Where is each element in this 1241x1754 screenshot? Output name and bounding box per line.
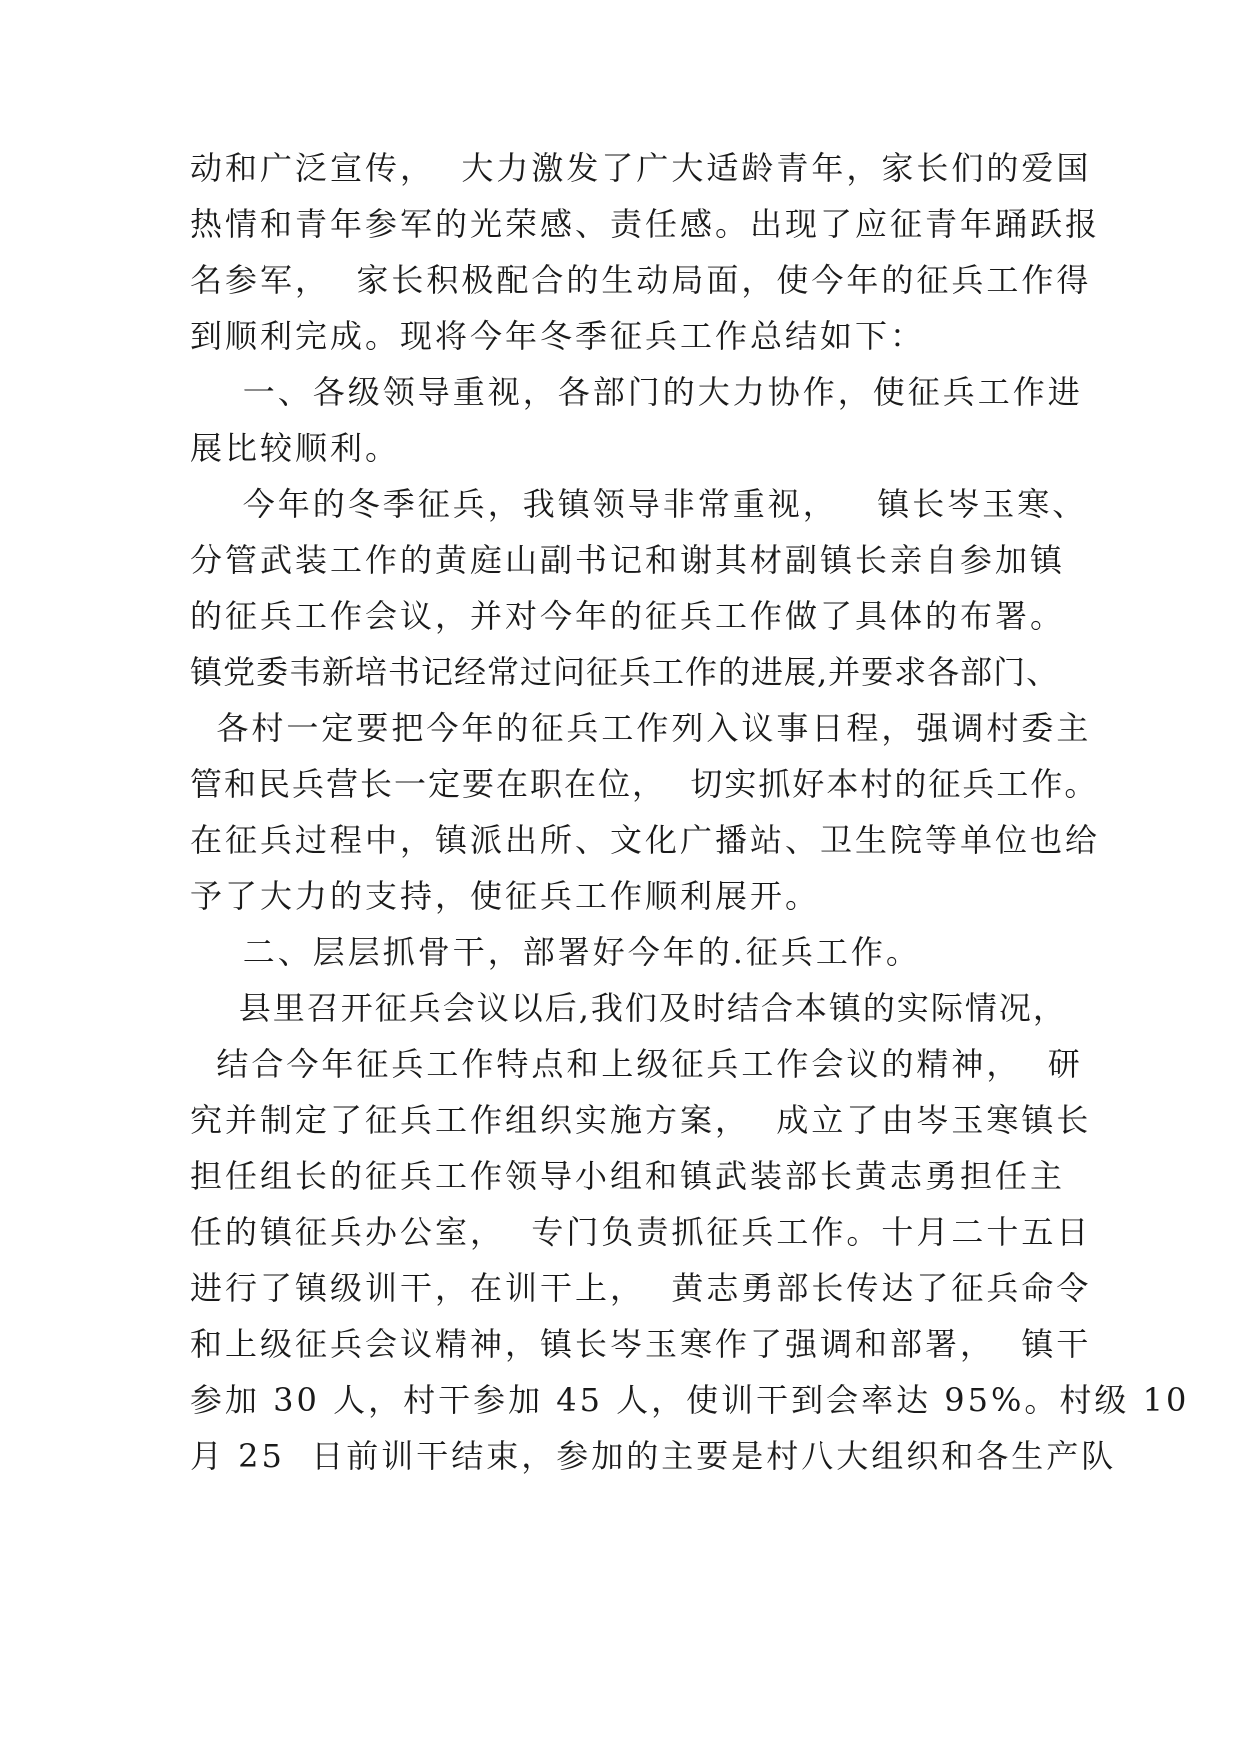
text-line-22: 和上级征兵会议精神，镇长岑玉寒作了强调和部署， 镇干 [190,1325,1092,1363]
text-line-23: 参加 30 人，村干参加 45 人，使训干到会率达 95%。村级 10 [190,1381,1190,1419]
text-line-14: 予了大力的支持，使征兵工作顺利展开。 [190,877,821,915]
text-line-21: 进行了镇级训干，在训干上， 黄志勇部长传达了征兵命令 [190,1269,1092,1307]
text-line-17: 结合今年征兵工作特点和上级征兵工作会议的精神， 研 [190,1045,1083,1083]
text-line-20: 任的镇征兵办公室， 专门负责抓征兵工作。十月二十五日 [190,1213,1092,1251]
heading-one-line-2: 展比较顺利。 [190,429,401,467]
text-line-4: 到顺利完成。现将今年冬季征兵工作总结如下： [190,317,926,355]
text-line-19: 担任组长的征兵工作领导小组和镇武装部长黄志勇担任主 [190,1157,1066,1195]
text-line-24: 月 25 日前训干结束，参加的主要是村八大组织和各生产队 [190,1437,1117,1475]
text-line-9: 的征兵工作会议，并对今年的征兵工作做了具体的布署。 [190,597,1066,635]
text-line-8: 分管武装工作的黄庭山副书记和谢其材副镇长亲自参加镇 [190,541,1066,579]
text-line-12: 管和民兵营长一定要在职在位， 切实抓好本村的征兵工作。 [190,765,1099,803]
heading-one-line-1: 一、各级领导重视，各部门的大力协作，使征兵工作进 [190,373,1083,411]
text-line-3: 名参军， 家长积极配合的生动局面，使今年的征兵工作得 [190,261,1092,299]
text-line-10: 镇党委韦新培书记经常过问征兵工作的进展,并要求各部门、 [190,653,1060,691]
text-line-11: 各村一定要把今年的征兵工作列入议事日程，强调村委主 [190,709,1092,747]
text-line-7: 今年的冬季征兵，我镇领导非常重视， 镇长岑玉寒、 [190,485,1088,523]
text-line-18: 究并制定了征兵工作组织实施方案， 成立了由岑玉寒镇长 [190,1101,1092,1139]
text-line-2: 热情和青年参军的光荣感、责任感。出现了应征青年踊跃报 [190,205,1101,243]
text-line-16: 县里召开征兵会议以后,我们及时结合本镇的实际情况， [190,989,1067,1027]
text-line-13: 在征兵过程中，镇派出所、文化广播站、卫生院等单位也给 [190,821,1101,859]
text-line-1: 动和广泛宣传， 大力激发了广大适龄青年，家长们的爱国 [190,149,1092,187]
heading-two-line: 二、层层抓骨干，部署好今年的.征兵工作。 [190,933,921,971]
